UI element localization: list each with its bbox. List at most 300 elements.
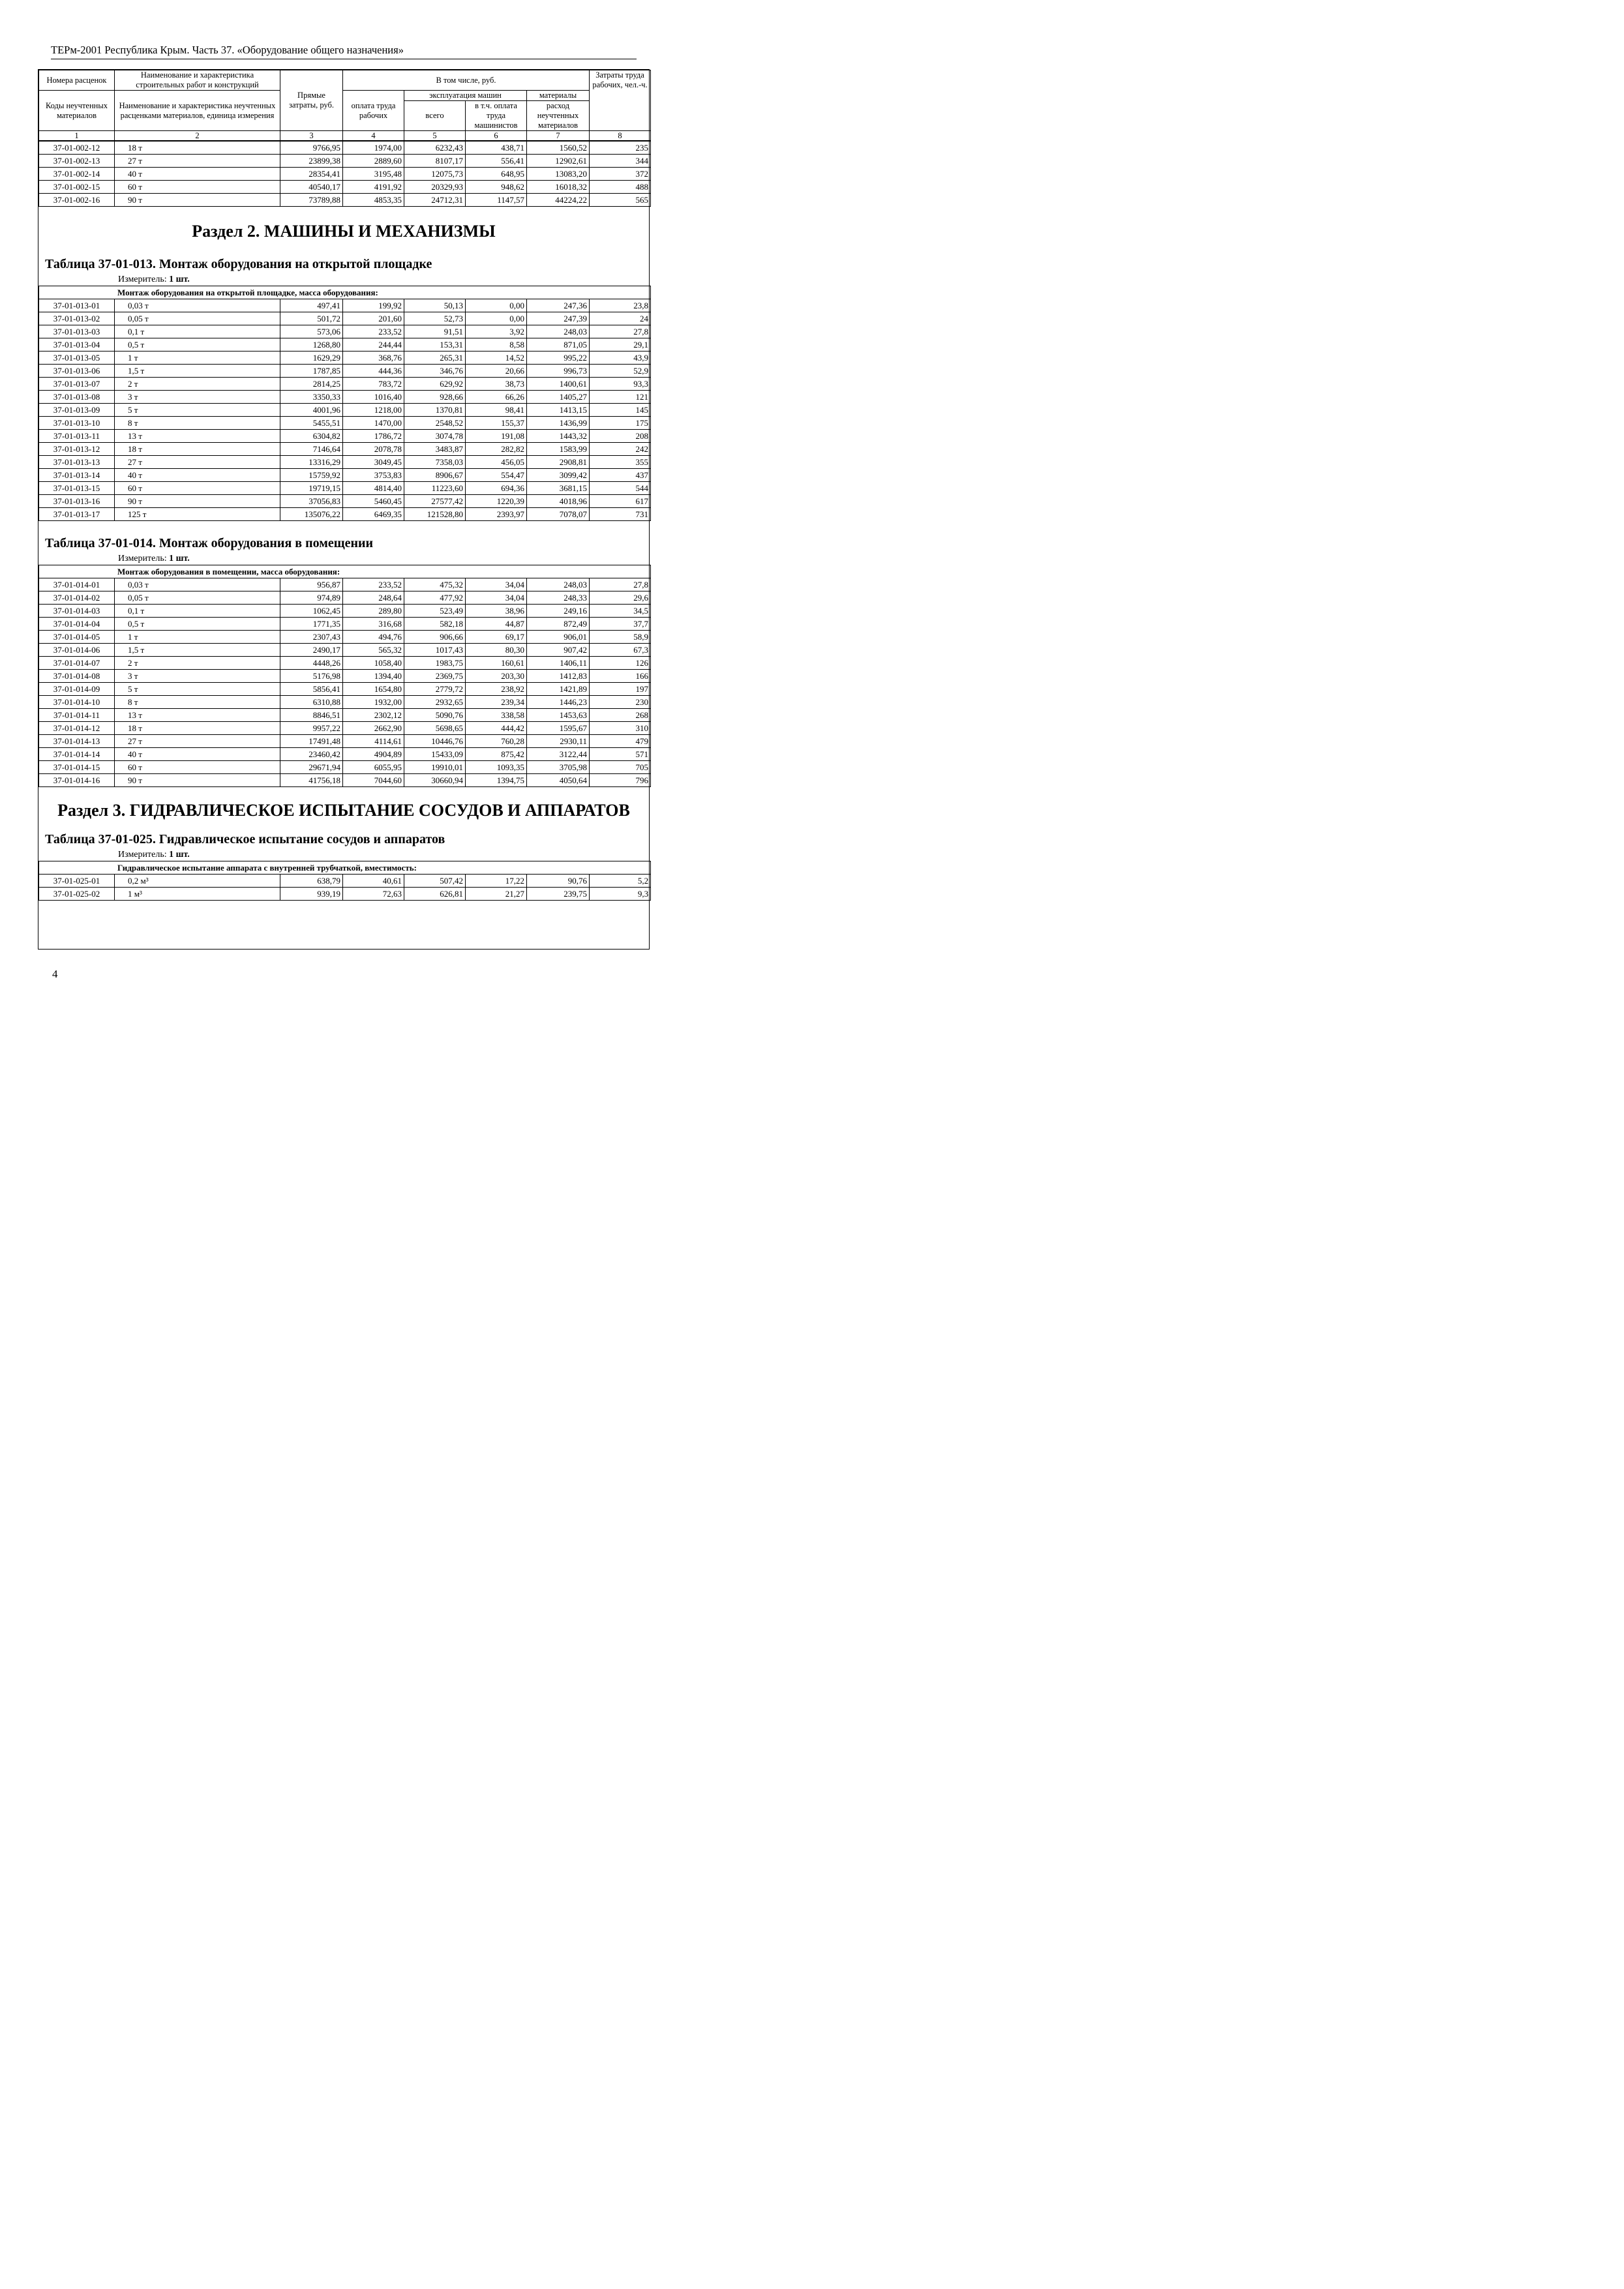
rate-value: 479: [590, 735, 651, 748]
rate-code: 37-01-013-04: [39, 338, 115, 352]
rate-value: 80,30: [466, 644, 527, 657]
rate-value: 2302,12: [343, 709, 404, 722]
rate-description: 0,05 т: [115, 312, 280, 325]
rate-value: 1470,00: [343, 417, 404, 430]
rate-value: 1400,61: [527, 378, 590, 391]
rate-value: 12902,61: [527, 155, 590, 168]
rate-value: 197: [590, 683, 651, 696]
rate-value: 783,72: [343, 378, 404, 391]
rate-value: 1436,99: [527, 417, 590, 430]
col-header-material-names: Наименование и характеристика неучтенных расценками материалов, единица измерения: [115, 91, 280, 131]
rate-code: 37-01-013-09: [39, 404, 115, 417]
column-number: 4: [343, 131, 404, 141]
rate-value: 20,66: [466, 365, 527, 378]
rate-description: 8 т: [115, 417, 280, 430]
table-row: [39, 748, 651, 761]
rate-value: 0,00: [466, 312, 527, 325]
rate-value: 191,08: [466, 430, 527, 443]
rate-value: 6469,35: [343, 508, 404, 521]
rate-description: 1 т: [115, 352, 280, 365]
table-row: [39, 670, 651, 683]
table-subheader-row: [39, 286, 651, 299]
rate-code: 37-01-013-15: [39, 482, 115, 495]
rate-value: 19910,01: [404, 761, 466, 774]
rate-code: 37-01-014-04: [39, 618, 115, 631]
rate-code: 37-01-025-02: [39, 888, 115, 901]
rate-value: 4814,40: [343, 482, 404, 495]
table-row: [39, 605, 651, 618]
rate-code: 37-01-014-14: [39, 748, 115, 761]
rate-value: 9,3: [590, 888, 651, 901]
rate-value: 3099,42: [527, 469, 590, 482]
rate-code: 37-01-013-13: [39, 456, 115, 469]
rate-value: 2393,97: [466, 508, 527, 521]
rate-value: 175: [590, 417, 651, 430]
table014: [38, 565, 651, 787]
rate-description: 18 т: [115, 722, 280, 735]
rate-description: 40 т: [115, 748, 280, 761]
rate-code: 37-01-025-01: [39, 875, 115, 888]
table-row: [39, 404, 651, 417]
rate-value: 248,33: [527, 591, 590, 605]
rate-code: 37-01-013-11: [39, 430, 115, 443]
rate-code: 37-01-014-02: [39, 591, 115, 605]
rate-value: 8846,51: [280, 709, 343, 722]
rate-value: 265,31: [404, 352, 466, 365]
column-number: 7: [527, 131, 590, 141]
rate-value: 17491,48: [280, 735, 343, 748]
rate-description: 90 т: [115, 495, 280, 508]
rate-value: 8107,17: [404, 155, 466, 168]
rate-value: 16018,32: [527, 181, 590, 194]
rate-value: 3350,33: [280, 391, 343, 404]
rate-value: 705: [590, 761, 651, 774]
rate-value: 40,61: [343, 875, 404, 888]
rate-value: 153,31: [404, 338, 466, 352]
rate-value: 247,36: [527, 299, 590, 312]
rate-value: 355: [590, 456, 651, 469]
rate-value: 13316,29: [280, 456, 343, 469]
table-row: [39, 508, 651, 521]
rate-value: 233,52: [343, 325, 404, 338]
rate-code: 37-01-014-01: [39, 578, 115, 591]
rate-value: 7078,07: [527, 508, 590, 521]
rate-value: 2889,60: [343, 155, 404, 168]
rate-value: 27577,42: [404, 495, 466, 508]
rate-value: 875,42: [466, 748, 527, 761]
rate-value: 6232,43: [404, 142, 466, 155]
table-row: [39, 696, 651, 709]
rate-value: 11223,60: [404, 482, 466, 495]
rate-value: 554,47: [466, 469, 527, 482]
rate-value: 1370,81: [404, 404, 466, 417]
rate-value: 58,9: [590, 631, 651, 644]
table-row: [39, 631, 651, 644]
table-row: [39, 591, 651, 605]
rate-code: 37-01-013-05: [39, 352, 115, 365]
rate-code: 37-01-002-16: [39, 194, 115, 207]
rate-code: 37-01-014-11: [39, 709, 115, 722]
rate-value: 629,92: [404, 378, 466, 391]
rate-value: 1058,40: [343, 657, 404, 670]
col-header-labor: Затраты труда рабочих, чел.-ч.: [590, 70, 651, 131]
rate-description: 5 т: [115, 404, 280, 417]
rate-value: 41756,18: [280, 774, 343, 787]
rate-value: 906,66: [404, 631, 466, 644]
rate-code: 37-01-014-06: [39, 644, 115, 657]
rate-value: 907,42: [527, 644, 590, 657]
col-header-direct: Прямые затраты, руб.: [280, 70, 343, 131]
rate-value: 556,41: [466, 155, 527, 168]
rate-value: 497,41: [280, 299, 343, 312]
rate-value: 1771,35: [280, 618, 343, 631]
rate-value: 2779,72: [404, 683, 466, 696]
rate-value: 1412,83: [527, 670, 590, 683]
rate-value: 956,87: [280, 578, 343, 591]
table014-title: Таблица 37-01-014. Монтаж оборудования в помещении: [45, 536, 374, 550]
rate-value: 27,8: [590, 578, 651, 591]
table-header: [38, 70, 651, 141]
column-number: 6: [466, 131, 527, 141]
rate-value: 29,1: [590, 338, 651, 352]
rate-value: 24: [590, 312, 651, 325]
rate-value: 1394,40: [343, 670, 404, 683]
rate-value: 90,76: [527, 875, 590, 888]
table-row: [39, 735, 651, 748]
rate-value: 2662,90: [343, 722, 404, 735]
rate-description: 40 т: [115, 469, 280, 482]
table-row: [39, 338, 651, 352]
table-row: [39, 456, 651, 469]
rate-value: 233,52: [343, 578, 404, 591]
rate-code: 37-01-013-03: [39, 325, 115, 338]
rate-description: 0,5 т: [115, 338, 280, 352]
rate-value: 15433,09: [404, 748, 466, 761]
col-header-machines-incl: в т.ч. оплата труда машинистов: [466, 101, 527, 131]
rate-value: 494,76: [343, 631, 404, 644]
rate-value: 872,49: [527, 618, 590, 631]
rate-value: 23460,42: [280, 748, 343, 761]
table-row: [39, 378, 651, 391]
column-number: 5: [404, 131, 466, 141]
rate-value: 1218,00: [343, 404, 404, 417]
rate-value: 1406,11: [527, 657, 590, 670]
rate-value: 1093,35: [466, 761, 527, 774]
rate-value: 3705,98: [527, 761, 590, 774]
rate-value: 3122,44: [527, 748, 590, 761]
rate-value: 73789,88: [280, 194, 343, 207]
table-row: [39, 430, 651, 443]
rate-code: 37-01-014-12: [39, 722, 115, 735]
rate-description: 0,03 т: [115, 578, 280, 591]
block0-table: [38, 141, 651, 207]
rate-description: 0,05 т: [115, 591, 280, 605]
rate-description: 0,2 м³: [115, 875, 280, 888]
rate-code: 37-01-002-13: [39, 155, 115, 168]
rate-value: 34,04: [466, 578, 527, 591]
rate-value: 10446,76: [404, 735, 466, 748]
rate-value: 23,8: [590, 299, 651, 312]
table-subheader-row: [39, 565, 651, 578]
rate-value: 5176,98: [280, 670, 343, 683]
rate-value: 155,37: [466, 417, 527, 430]
rate-value: 996,73: [527, 365, 590, 378]
table-row: [39, 299, 651, 312]
rate-value: 44,87: [466, 618, 527, 631]
rate-code: 37-01-013-10: [39, 417, 115, 430]
table-row: [39, 774, 651, 787]
rate-value: 52,9: [590, 365, 651, 378]
rate-code: 37-01-013-14: [39, 469, 115, 482]
rate-value: 1394,75: [466, 774, 527, 787]
rate-value: 1787,85: [280, 365, 343, 378]
table025-title: Таблица 37-01-025. Гидравлическое испытание сосудов и аппаратов: [45, 832, 445, 846]
rate-value: 4448,26: [280, 657, 343, 670]
rate-value: 249,16: [527, 605, 590, 618]
rate-value: 316,68: [343, 618, 404, 631]
table-row: [39, 469, 651, 482]
rate-value: 1062,45: [280, 605, 343, 618]
rate-value: 29,6: [590, 591, 651, 605]
column-number: 8: [590, 131, 651, 141]
table-row: [39, 391, 651, 404]
table013-title: Таблица 37-01-013. Монтаж оборудования на открытой площадке: [45, 257, 432, 271]
rate-value: 995,22: [527, 352, 590, 365]
rate-value: 0,00: [466, 299, 527, 312]
rate-value: 1560,52: [527, 142, 590, 155]
rate-value: 648,95: [466, 168, 527, 181]
table-row: [39, 578, 651, 591]
rate-value: 93,3: [590, 378, 651, 391]
rate-value: 14,52: [466, 352, 527, 365]
rate-value: 444,42: [466, 722, 527, 735]
rate-description: 0,5 т: [115, 618, 280, 631]
rate-value: 29671,94: [280, 761, 343, 774]
rate-value: 282,82: [466, 443, 527, 456]
rate-value: 199,92: [343, 299, 404, 312]
rate-value: 1453,63: [527, 709, 590, 722]
rate-value: 121: [590, 391, 651, 404]
rate-value: 28354,41: [280, 168, 343, 181]
rate-code: 37-01-013-01: [39, 299, 115, 312]
rate-value: 501,72: [280, 312, 343, 325]
rate-value: 44224,22: [527, 194, 590, 207]
rate-value: 3681,15: [527, 482, 590, 495]
rate-value: 6055,95: [343, 761, 404, 774]
rate-value: 796: [590, 774, 651, 787]
rate-value: 571: [590, 748, 651, 761]
table-row: [39, 875, 651, 888]
rate-value: 24712,31: [404, 194, 466, 207]
table-row: [39, 618, 651, 631]
rate-value: 523,49: [404, 605, 466, 618]
rate-value: 66,26: [466, 391, 527, 404]
col-header-materials-sub: расход неучтенных материалов: [527, 101, 590, 131]
table014-meter: Измеритель: 1 шт.: [118, 554, 190, 563]
rate-value: 1220,39: [466, 495, 527, 508]
rate-value: 5455,51: [280, 417, 343, 430]
table-row: [39, 168, 651, 181]
rate-value: 21,27: [466, 888, 527, 901]
table-row: [39, 657, 651, 670]
col-header-name: Наименование и характеристика строительных работ и конструкций: [115, 70, 280, 91]
rate-description: 1,5 т: [115, 365, 280, 378]
rate-value: 121528,80: [404, 508, 466, 521]
rate-value: 8906,67: [404, 469, 466, 482]
rate-value: 247,39: [527, 312, 590, 325]
rate-value: 203,30: [466, 670, 527, 683]
rate-value: 2908,81: [527, 456, 590, 469]
rate-value: 268: [590, 709, 651, 722]
rate-code: 37-01-014-15: [39, 761, 115, 774]
rate-value: 244,44: [343, 338, 404, 352]
rate-value: 488: [590, 181, 651, 194]
table-row: [39, 722, 651, 735]
table-row: [39, 761, 651, 774]
rate-description: 1 т: [115, 631, 280, 644]
rates-table-frame: [38, 69, 650, 950]
col-header-incl: В том числе, руб.: [343, 70, 590, 91]
page-header: ТЕРм-2001 Республика Крым. Часть 37. «Оборудование общего назначения»: [51, 43, 637, 59]
rate-code: 37-01-014-03: [39, 605, 115, 618]
rate-code: 37-01-014-05: [39, 631, 115, 644]
rate-value: 135076,22: [280, 508, 343, 521]
rate-value: 248,03: [527, 325, 590, 338]
table013: [38, 286, 651, 521]
table025-meter: Измеритель: 1 шт.: [118, 850, 190, 860]
rate-value: 344: [590, 155, 651, 168]
rate-value: 948,62: [466, 181, 527, 194]
table-row: [39, 888, 651, 901]
rate-value: 289,80: [343, 605, 404, 618]
rate-description: 5 т: [115, 683, 280, 696]
rate-value: 72,63: [343, 888, 404, 901]
rate-value: 9766,95: [280, 142, 343, 155]
rate-value: 760,28: [466, 735, 527, 748]
rate-value: 871,05: [527, 338, 590, 352]
rate-value: 38,96: [466, 605, 527, 618]
table-row: [39, 365, 651, 378]
rate-value: 34,5: [590, 605, 651, 618]
rate-value: 12075,73: [404, 168, 466, 181]
column-number: 3: [280, 131, 343, 141]
rate-code: 37-01-014-08: [39, 670, 115, 683]
rate-description: 1 м³: [115, 888, 280, 901]
rate-value: 507,42: [404, 875, 466, 888]
rate-description: 13 т: [115, 430, 280, 443]
rate-value: 145: [590, 404, 651, 417]
table013-meter: Измеритель: 1 шт.: [118, 275, 190, 284]
rate-value: 4001,96: [280, 404, 343, 417]
table-row: [39, 312, 651, 325]
rate-description: 40 т: [115, 168, 280, 181]
rate-value: 372: [590, 168, 651, 181]
rate-description: 18 т: [115, 443, 280, 456]
col-header-materials: материалы: [527, 91, 590, 101]
rate-description: 0,1 т: [115, 605, 280, 618]
rate-value: 166: [590, 670, 651, 683]
rate-value: 5856,41: [280, 683, 343, 696]
rate-value: 1446,23: [527, 696, 590, 709]
rate-value: 208: [590, 430, 651, 443]
rate-description: 90 т: [115, 774, 280, 787]
rate-value: 1268,80: [280, 338, 343, 352]
rate-value: 1583,99: [527, 443, 590, 456]
rate-value: 3049,45: [343, 456, 404, 469]
col-header-labor-pay: оплата труда рабочих: [343, 91, 404, 131]
rate-value: 928,66: [404, 391, 466, 404]
rate-value: 1974,00: [343, 142, 404, 155]
rate-description: 13 т: [115, 709, 280, 722]
rate-description: 90 т: [115, 194, 280, 207]
rate-value: 13083,20: [527, 168, 590, 181]
rate-value: 3074,78: [404, 430, 466, 443]
column-number: 1: [39, 131, 115, 141]
rate-code: 37-01-014-10: [39, 696, 115, 709]
rate-value: 37,7: [590, 618, 651, 631]
rate-value: 939,19: [280, 888, 343, 901]
rate-value: 230: [590, 696, 651, 709]
rate-value: 475,32: [404, 578, 466, 591]
rate-value: 239,34: [466, 696, 527, 709]
table-row: [39, 482, 651, 495]
rate-value: 368,76: [343, 352, 404, 365]
rate-value: 1405,27: [527, 391, 590, 404]
rate-code: 37-01-013-12: [39, 443, 115, 456]
rate-value: 27,8: [590, 325, 651, 338]
rate-value: 67,3: [590, 644, 651, 657]
rate-code: 37-01-013-07: [39, 378, 115, 391]
rate-value: 91,51: [404, 325, 466, 338]
table-subheader-row: [39, 861, 651, 875]
rate-value: 544: [590, 482, 651, 495]
rate-value: 2814,25: [280, 378, 343, 391]
rate-value: 3483,87: [404, 443, 466, 456]
rate-description: 2 т: [115, 657, 280, 670]
rate-value: 43,9: [590, 352, 651, 365]
rate-value: 52,73: [404, 312, 466, 325]
rate-value: 8,58: [466, 338, 527, 352]
table-row: [39, 142, 651, 155]
rate-value: 3,92: [466, 325, 527, 338]
rate-description: 60 т: [115, 181, 280, 194]
rate-value: 34,04: [466, 591, 527, 605]
rate-value: 2490,17: [280, 644, 343, 657]
rate-code: 37-01-013-06: [39, 365, 115, 378]
rate-code: 37-01-014-13: [39, 735, 115, 748]
rate-value: 565,32: [343, 644, 404, 657]
section2-title: Раздел 2. МАШИНЫ И МЕХАНИЗМЫ: [192, 222, 496, 241]
rate-value: 5698,65: [404, 722, 466, 735]
rate-description: 27 т: [115, 735, 280, 748]
rate-value: 444,36: [343, 365, 404, 378]
rate-code: 37-01-013-16: [39, 495, 115, 508]
rate-value: 2307,43: [280, 631, 343, 644]
rate-value: 974,89: [280, 591, 343, 605]
rate-description: 60 т: [115, 761, 280, 774]
table-row: [39, 709, 651, 722]
rate-value: 248,03: [527, 578, 590, 591]
rate-value: 15759,92: [280, 469, 343, 482]
rate-description: 3 т: [115, 391, 280, 404]
rate-code: 37-01-013-08: [39, 391, 115, 404]
rate-value: 456,05: [466, 456, 527, 469]
rate-value: 2369,75: [404, 670, 466, 683]
rate-value: 126: [590, 657, 651, 670]
table-row: [39, 417, 651, 430]
rate-value: 248,64: [343, 591, 404, 605]
rate-description: 8 т: [115, 696, 280, 709]
